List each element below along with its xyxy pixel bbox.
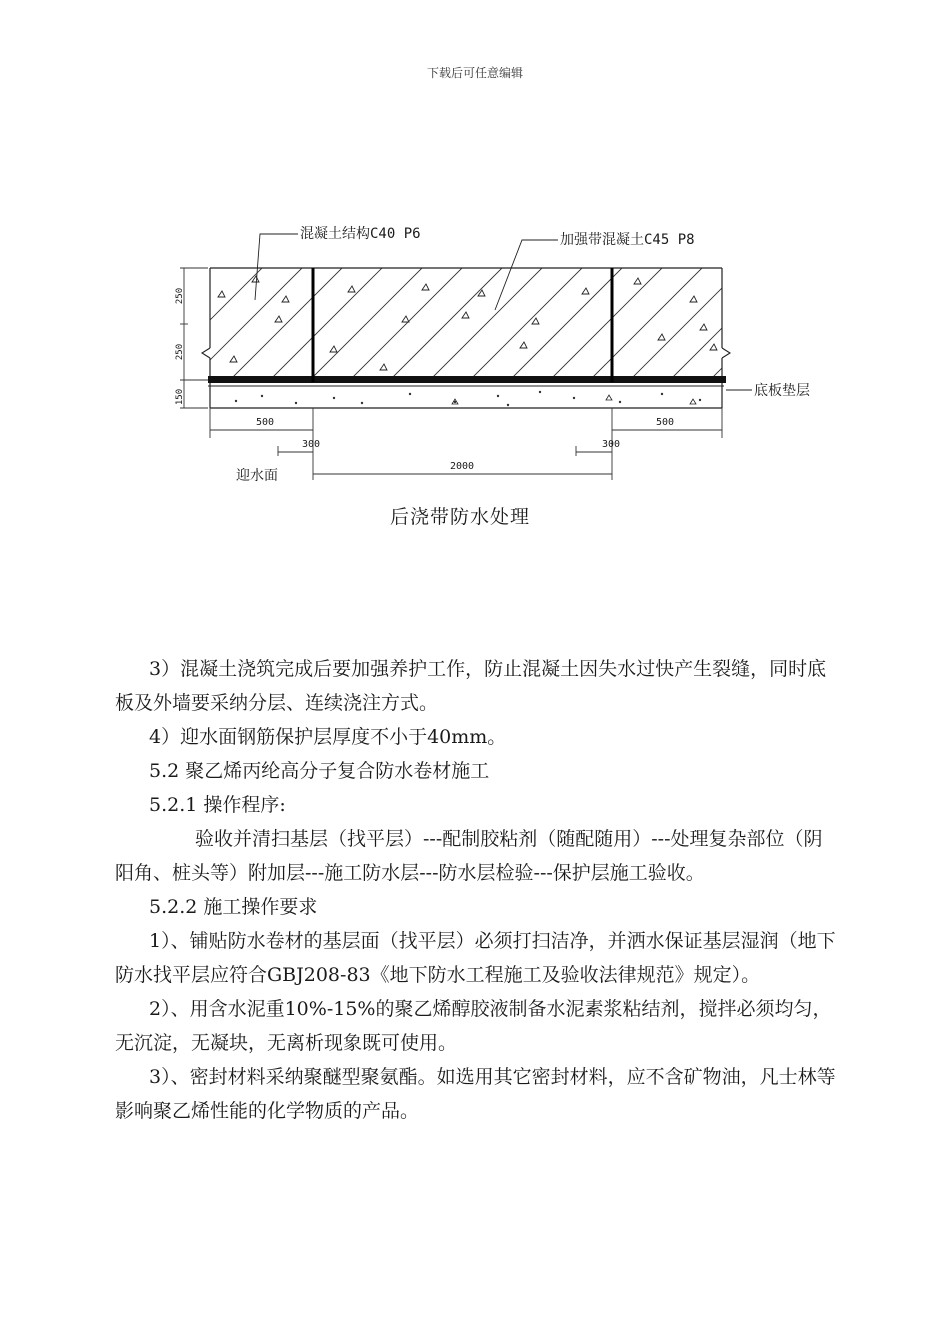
leader-structure [255, 234, 298, 300]
dim-300-right: 300 [601, 439, 621, 450]
paragraph-requirement-3: 3）、密封材料采纳聚醚型聚氨酯。如选用其它密封材料，应不含矿物油，凡士林等影响聚乙烯性能的化学物质的产品。 [115, 1066, 836, 1122]
body-text [115, 652, 840, 1128]
dim-250-mid: 250 [175, 343, 185, 361]
dim-2000: 2000 [449, 461, 475, 472]
figure-caption: 后浇带防水处理 [389, 506, 530, 528]
dim-150: 150 [175, 388, 185, 406]
leader-band [495, 240, 558, 310]
paragraph-1: 3）混凝土浇筑完成后要加强养护工作，防止混凝土因失水过快产生裂缝，同时底板及外墙要采纳分层、连续浇注方式。 [115, 658, 827, 714]
page-header: 下载后可任意编辑 [426, 66, 523, 80]
label-water-side: 迎水面 [236, 468, 278, 484]
aggregate-marks [218, 276, 717, 370]
dim-300-left: 300 [301, 439, 321, 450]
dim-500-left: 500 [255, 417, 275, 428]
paragraph-requirement-1: 1）、铺贴防水卷材的基层面（找平层）必须打扫洁净，并洒水保证基层湿润（地下防水找平层应符合GBJ208-83《地下防水工程施工及验收法律规范》规定）。 [115, 930, 836, 986]
concrete-hatch [160, 268, 822, 380]
section-heading-5-2-1: 5.2.1 操作程序: [149, 794, 286, 816]
paragraph-procedure: 验收并清扫基层（找平层）---配制胶粘剂（随配随用）---处理复杂部位（阴阳角、桩头等）附加层---施工防水层---防水层检验---保护层施工验收。 [115, 828, 823, 884]
cushion-dots [235, 391, 701, 406]
label-band-concrete: 加强带混凝土C45 P8 [560, 232, 695, 248]
cushion-triangles [452, 395, 696, 404]
waterproof-membrane [208, 376, 726, 383]
dim-250-top: 250 [175, 287, 185, 305]
section-heading-5-2-2: 5.2.2 施工操作要求 [149, 896, 318, 918]
label-structure-concrete: 混凝土结构C40 P6 [300, 226, 421, 242]
paragraph-2: 4）迎水面钢筋保护层厚度不小于40mm。 [149, 726, 507, 748]
dim-500-right: 500 [655, 417, 675, 428]
label-cushion: 底板垫层 [754, 383, 810, 399]
section-heading-5-2: 5.2 聚乙烯丙纶高分子复合防水卷材施工 [149, 760, 490, 782]
paragraph-requirement-2: 2）、用含水泥重10%-15%的聚乙烯醇胶液制备水泥素浆粘结剂，搅拌必须均匀，无沉淀，无凝块，无离析现象既可使用。 [115, 998, 832, 1054]
